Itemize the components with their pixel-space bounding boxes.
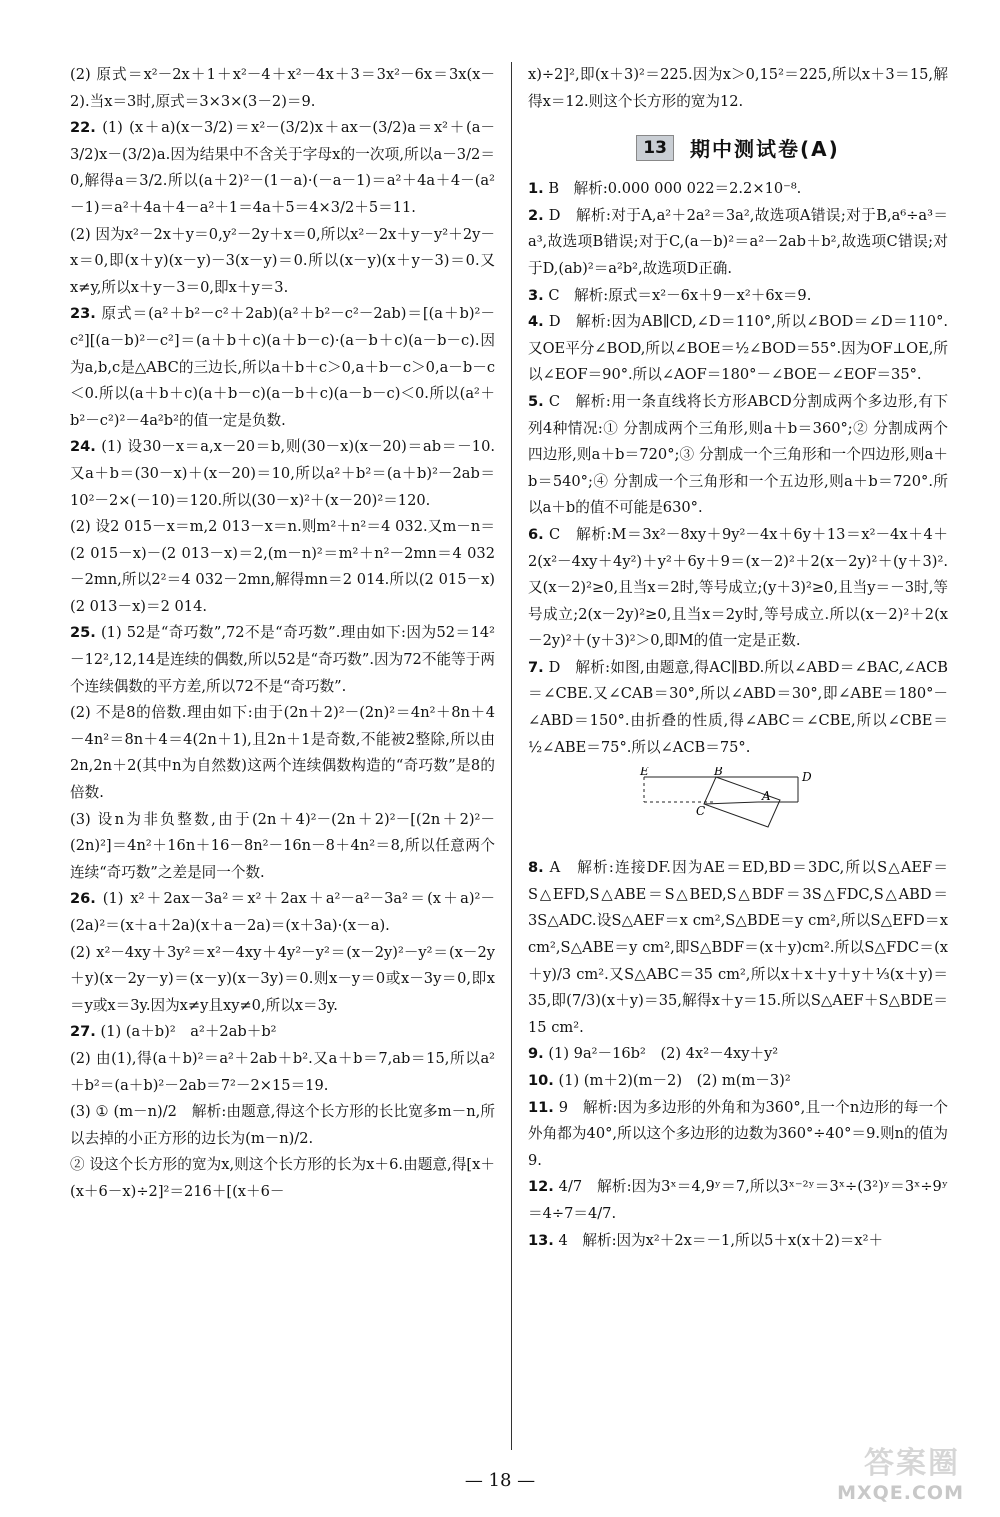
geometry-diagram: [638, 767, 838, 841]
answer-text: (2) 原式＝x²－2x＋1＋x²－4＋x²－4x＋3＝3x²－6x＝3x(x－2).当x＝3时,原式＝3×3×(3－2)＝9.: [70, 66, 495, 110]
label-B: B: [714, 767, 723, 779]
answer-text: (1) 9a²－16b² (2) 4x²－4xy＋y²: [548, 1045, 779, 1063]
answer-text: (2) 设2 015－x＝m,2 013－x＝n.则m²＋n²＝4 032.又m－n＝(2 015－x)－(2 013－x)＝2,(m－n)²＝m²＋n²－2mn＝4 032－2mn,所以2²＝4 032－2mn,解得mn＝2 014.所以(2 015－x)(2 013－x)＝2 014.: [70, 518, 495, 615]
answer-paragraph: [70, 514, 495, 620]
question-number: 26.: [70, 890, 96, 908]
answer-text: C 解析:M＝3x²－8xy＋9y²－4x＋6y＋13＝x²－4x＋4＋2(x²－4xy＋4y²)＋y²＋6y＋9＝(x－2)²＋2(x－2y)²＋(y＋3)².又(x－2)²≥0,且当x＝2时,等号成立;(y＋3)²≥0,且当y＝－3时,等号成立;2(x－2y)²≥0,且当x＝2y时,等号成立.所以(x－2)²＋2(x－2y)²＋(y＋3)²＞0,即M的值一定是正数.: [528, 525, 949, 650]
answer-paragraph: [528, 522, 948, 655]
answer-text: (1) 52是“奇巧数”,72不是“奇巧数”.理由如下:因为52＝14²－12²,12,14是连续的偶数,所以52是“奇巧数”.因为72不能等于两个连续偶数的平方差,所以72不是“奇巧数”.: [70, 624, 496, 695]
answer-text: D 解析:对于A,a²＋2a²＝3a²,故选项A错误;对于B,a⁶÷a³＝a³,故选项B错误;对于C,(a－b)²＝a²－2ab＋b²,故选项C错误;对于D,(ab)²＝a²b²,故选项D正确.: [528, 206, 949, 277]
answer-paragraph: [528, 1228, 948, 1255]
question-number: 13.: [528, 1231, 554, 1249]
answer-text: D 解析:因为AB∥CD,∠D＝110°,所以∠BOD＝∠D＝110°.又OE平分∠BOD,所以∠BOE＝½∠BOD＝55°.因为OF⊥OE,所以∠EOF＝90°.所以∠AOF＝180°－∠BOE－∠EOF＝35°.: [528, 313, 949, 384]
answer-text: x)÷2]²,即(x＋3)²＝225.因为x＞0,15²＝225,所以x＋3＝15,解得x＝12.则这个长方形的宽为12.: [528, 66, 948, 110]
question-number: 3.: [528, 286, 544, 304]
answer-text: ② 设这个长方形的宽为x,则这个长方形的长为x＋6.由题意,得[x＋(x＋6－x)÷2]²＝216＋[(x＋6－: [70, 1156, 495, 1200]
answer-text: C 解析:用一条直线将长方形ABCD分割成两个多边形,有下列4种情况:① 分割成两个三角形,则a＋b＝360°;② 分割成两个四边形,则a＋b＝720°;③ 分割成一个三角形和一个四边形,则a＋b＝540°;④ 分割成一个三角形和一个五边形,则a＋b＝720°.所以a＋b的值不可能是630°.: [528, 392, 948, 517]
answer-text: (1) 设30－x＝a,x－20＝b,则(30－x)(x－20)＝ab＝－10.又a＋b＝(30－x)＋(x－20)＝10,所以a²＋b²＝(a＋b)²－2ab＝10²－2×(－10)＝120.所以(30－x)²＋(x－20)²＝120.: [70, 438, 495, 509]
question-number: 2.: [528, 206, 544, 224]
question-number: 11.: [528, 1098, 554, 1116]
answer-paragraph: [70, 434, 495, 514]
answer-paragraph: [528, 62, 948, 115]
answer-text: (2) 不是8的倍数.理由如下:由于(2n＋2)²－(2n)²＝4n²＋8n＋4－4n²＝8n＋4＝4(2n＋1),且2n＋1是奇数,不能被2整除,所以由2n,2n＋2(其中n为自然数)这两个连续偶数构造的“奇巧数”是8的倍数.: [70, 704, 495, 802]
answer-paragraph: [528, 203, 948, 283]
answer-text: 4/7 解析:因为3ˣ＝4,9ʸ＝7,所以3ˣ⁻²ʸ＝3ˣ÷(3²)ʸ＝3ˣ÷9ʸ＝4÷7＝4/7.: [528, 1178, 949, 1222]
answer-paragraph: [528, 1095, 948, 1175]
section-header: [528, 133, 948, 162]
answer-paragraph: [528, 1174, 948, 1227]
right-column: [528, 62, 953, 1254]
answer-text: (2) 因为x²－2x＋y＝0,y²－2y＋x＝0,所以x²－2x＋y－y²＋2y－x＝0,即(x＋y)(x－y)－3(x－y)＝0.所以(x－y)(x＋y－3)＝0.又x≠y,所以x＋y－3＝0,即x＋y＝3.: [70, 225, 495, 296]
question-number: 7.: [528, 658, 544, 676]
answer-paragraph: [528, 655, 948, 761]
question-number: 22.: [70, 119, 96, 137]
answer-paragraph: [528, 389, 948, 522]
question-number: 25.: [70, 624, 96, 642]
answer-text: B 解析:0.000 000 022＝2.2×10⁻⁸.: [548, 180, 802, 198]
answer-paragraph: [70, 1099, 495, 1152]
left-column: [70, 62, 495, 1206]
label-E: E: [640, 767, 649, 779]
question-number: 9.: [528, 1045, 544, 1063]
question-number: 8.: [528, 859, 544, 877]
label-C: C: [696, 804, 706, 819]
answer-paragraph: [70, 1019, 495, 1046]
answer-paragraph: [70, 807, 495, 887]
answer-text: (2) 由(1),得(a＋b)²＝a²＋2ab＋b².又a＋b＝7,ab＝15,所以a²＋b²＝(a＋b)²－2ab＝7²－2×15＝19.: [70, 1049, 495, 1094]
answer-text: D 解析:如图,由题意,得AC∥BD.所以∠ABD＝∠BAC,∠ACB＝∠CBE.又∠CAB＝30°,所以∠ABD＝30°,即∠ABE＝180°－∠ABD＝150°.由折叠的性质,得∠ABC＝∠CBE,所以∠CBE＝½∠ABE＝75°.所以∠ACB＝75°.: [528, 658, 948, 756]
question-number: 10.: [528, 1072, 554, 1089]
page-number: — 18 —: [464, 1470, 536, 1491]
label-A: A: [762, 789, 771, 804]
answer-paragraph: [70, 940, 495, 1020]
answer-paragraph: [528, 176, 948, 203]
answer-paragraph: [70, 62, 495, 115]
answer-text: (1) (x＋a)(x－3/2)＝x²－(3/2)x＋ax－(3/2)a＝x²＋(a－3/2)x－(3/2)a.因为结果中不含关于字母x的一次项,所以a－3/2＝0,解得a＝3/2.所以(a＋2)²－(1－a)·(－a－1)＝a²＋4a＋4－(a²－1)＝a²＋4a＋4－a²＋1＝4a＋5＝4×3/2＋5＝11.: [70, 119, 495, 216]
answer-paragraph: [70, 115, 495, 221]
answer-paragraph: [528, 1068, 948, 1095]
watermark-url: MXQE.COM: [837, 1482, 964, 1504]
label-D: D: [802, 770, 812, 785]
answer-paragraph: [70, 886, 495, 939]
answer-paragraph: [70, 1046, 495, 1099]
question-number: 24.: [70, 438, 96, 456]
watermark-logo: 答案圈: [864, 1446, 960, 1481]
question-number: 5.: [528, 392, 544, 410]
answer-paragraph: [528, 309, 948, 389]
answer-paragraph: [70, 700, 495, 806]
answer-text: 9 解析:因为多边形的外角和为360°,且一个n边形的每一个外角都为40°,所以这个多边形的边数为360°÷40°＝9.则n的值为9.: [528, 1098, 948, 1169]
watermark: [780, 1438, 970, 1508]
section-title: 期中测试卷(A): [689, 137, 840, 162]
question-number: 23.: [70, 305, 96, 323]
question-number: 12.: [528, 1178, 554, 1196]
answer-text: (2) x²－4xy＋3y²＝x²－4xy＋4y²－y²＝(x－2y)²－y²＝(x－2y＋y)(x－2y－y)＝(x－y)(x－3y)＝0.则x－y＝0或x－3y＝0,即x＝y或x＝3y.因为x≠y且xy≠0,所以x＝3y.: [70, 943, 495, 1014]
question-number: 6.: [528, 525, 544, 543]
answer-text: (3) 设n为非负整数,由于(2n＋4)²－(2n＋2)²－[(2n＋2)²－(2n)²]＝4n²＋16n＋16－8n²－16n－8＋4n²＝8,所以任意两个连续“奇巧数”之差是同一个数.: [70, 810, 495, 881]
question-number: 1.: [528, 180, 544, 198]
answer-text: A 解析:连接DF.因为AE＝ED,BD＝3DC,所以S△AEF＝S△EFD,S△ABE＝S△BED,S△BDF＝3S△FDC,S△ABD＝3S△ADC.设S△AEF＝x cm²,S△BDE＝y cm²,所以S△EFD＝x cm²,S△ABE＝y cm²,即S△BDF＝(x＋y)cm².所以S△FDC＝(x＋y)/3 cm².又S△ABC＝35 cm²,所以x＋x＋y＋y＋⅓(x＋y)＝35,即(7/3)(x＋y)＝35,解得x＋y＝15.所以S△AEF＋S△BDE＝15 cm².: [528, 859, 953, 1036]
answer-paragraph: [70, 620, 495, 700]
column-divider: [511, 62, 512, 1450]
answer-paragraph: [528, 1041, 948, 1068]
answer-paragraph: [528, 283, 948, 310]
question-number: 4.: [528, 313, 544, 331]
answer-text: (3) ① (m－n)/2 解析:由题意,得这个长方形的长比宽多m－n,所以去掉的小正方形的边长为(m－n)/2.: [70, 1103, 495, 1147]
answer-text: 4 解析:因为x²＋2x＝－1,所以5＋x(x＋2)＝x²＋: [558, 1231, 884, 1249]
answer-text: (1) x²＋2ax－3a²＝x²＋2ax＋a²－a²－3a²＝(x＋a)²－(2a)²＝(x＋a＋2a)(x＋a－2a)＝(x＋3a)·(x－a).: [70, 890, 495, 934]
answer-paragraph: [70, 222, 495, 302]
answer-text: 原式＝(a²＋b²－c²＋2ab)(a²＋b²－c²－2ab)＝[(a＋b)²－c²][(a－b)²－c²]＝(a＋b＋c)(a＋b－c)·(a－b＋c)(a－b－c).因为a,b,c是△ABC的三边长,所以a＋b＋c＞0,a＋b－c＞0,a－b－c＜0.所以(a＋b＋c)(a＋b－c)(a－b＋c)(a－b－c)＜0.所以(a²＋b²－c²)²－4a²b²的值一定是负数.: [70, 305, 495, 429]
answer-paragraph: [528, 855, 953, 1041]
answer-text: C 解析:原式＝x²－6x＋9－x²＋6x＝9.: [548, 286, 812, 304]
answer-paragraph: [70, 301, 495, 434]
answer-text: (1) (a＋b)² a²＋2ab＋b²: [100, 1023, 277, 1041]
answer-paragraph: [70, 1152, 495, 1205]
answer-text: (1) (m＋2)(m－2) (2) m(m－3)²: [558, 1072, 791, 1089]
section-number-badge: 13: [636, 135, 674, 161]
question-number: 27.: [70, 1023, 96, 1041]
folded-rectangle-figure: [638, 767, 948, 845]
